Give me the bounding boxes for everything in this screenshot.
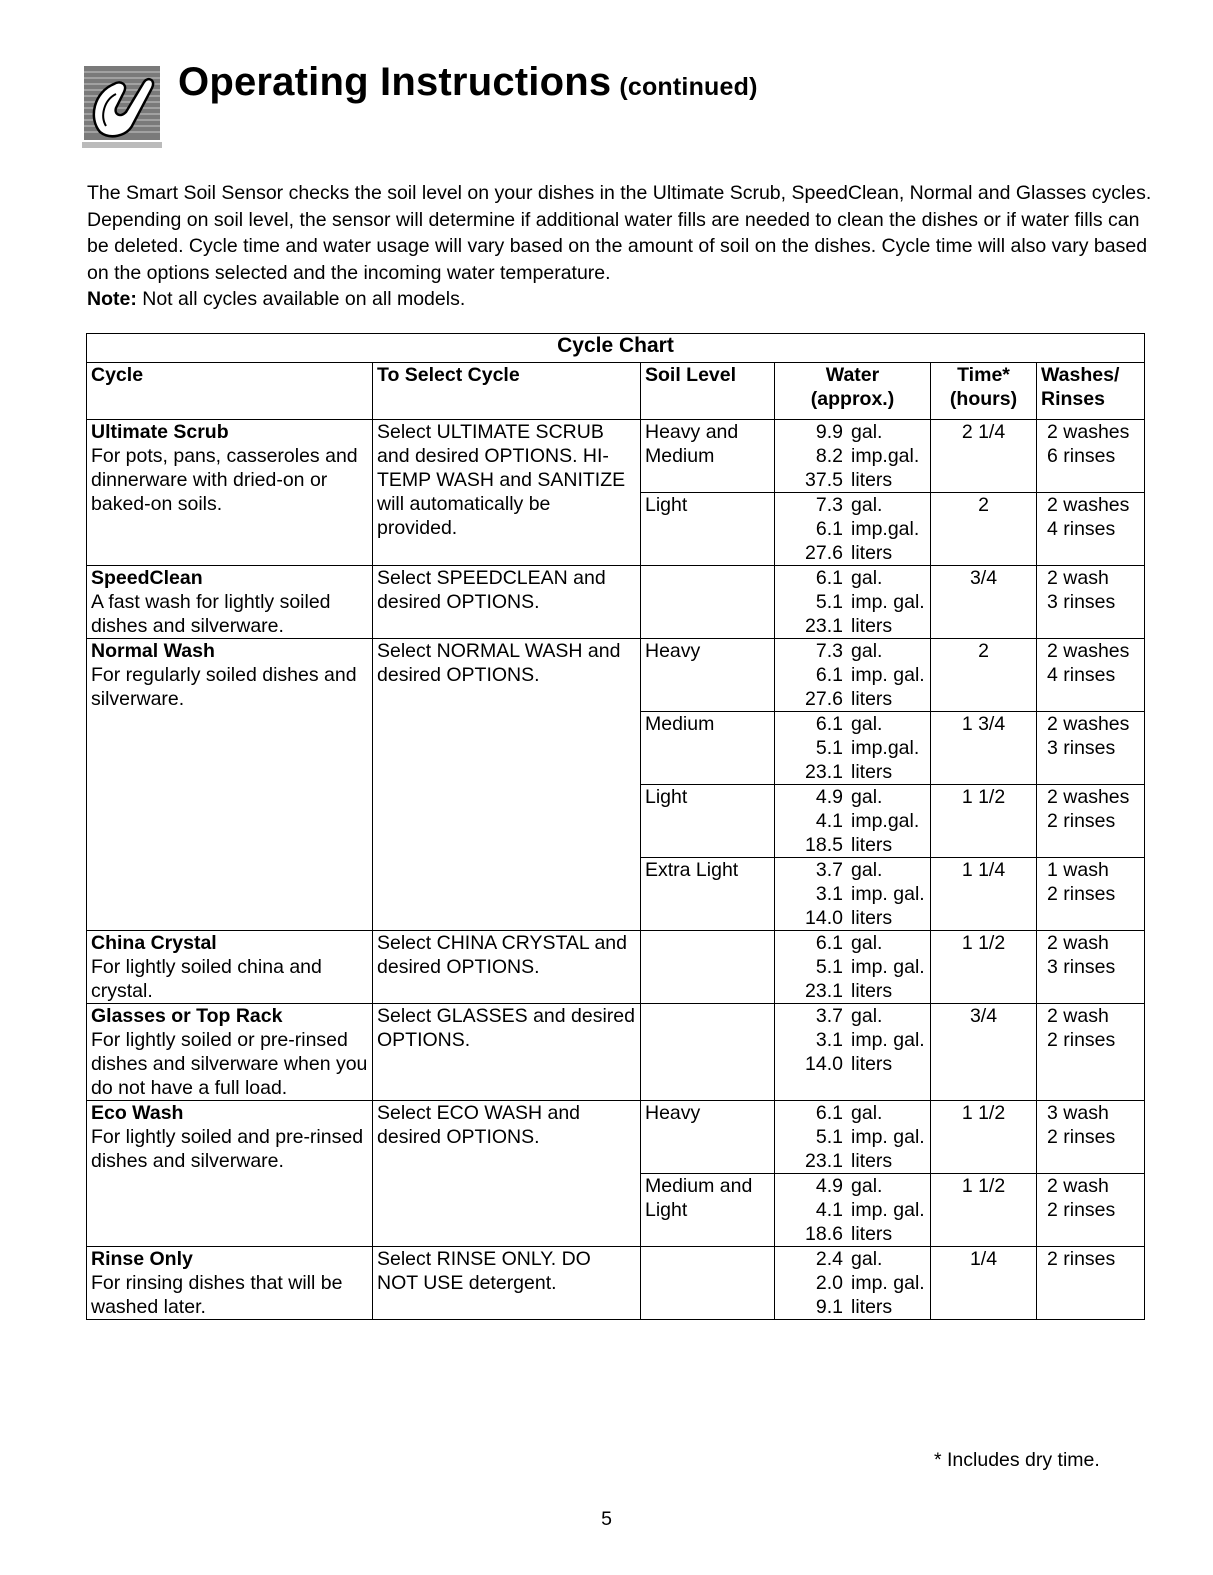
washes-rinses-cell [1037,639,1145,712]
water-amount: 7.3 [815,494,843,516]
water-unit: liters [851,1223,893,1245]
water-unit: liters [851,469,893,491]
cycle-cell [87,420,373,566]
water-line [779,1174,926,1198]
water-cell [775,493,931,566]
select-instructions: Select ULTIMATE SCRUB and desired OPTIONS. HI-TEMP WASH and SANITIZE will automatically be provided. [377,421,626,539]
intro-paragraph [87,180,1157,313]
water-line [779,1101,926,1125]
water-amount: 6.1 [815,567,843,589]
soil-level-cell: Heavy and Medium [641,420,775,493]
water-amount: 14.0 [805,907,843,929]
header-washes [1037,363,1145,420]
water-unit: liters [851,980,893,1002]
water-line [779,1004,926,1028]
header-soil: Soil Level [641,363,775,420]
footnote: * Includes dry time. [934,1449,1100,1471]
water-amount: 9.9 [815,421,843,443]
header-water [775,363,931,420]
water-unit: liters [851,542,893,564]
select-cycle-cell [373,1247,641,1320]
header-select: To Select Cycle [373,363,641,420]
table-row [87,420,1145,493]
water-amount: 18.5 [805,834,843,856]
cycle-description: For pots, pans, casseroles and dinnerware with dried-on or baked-on soils. [91,445,358,515]
cycle-description: For lightly soiled or pre-rinsed dishes and silverware when you do not have a full load. [91,1029,368,1099]
washes-rinses-line: 2 rinses [1047,810,1116,832]
water-unit: liters [851,1150,893,1172]
water-amount: 5.1 [815,956,843,978]
intro-text: The Smart Soil Sensor checks the soil level on your dishes in the Ultimate Scrub, SpeedClean, Normal and Glasses cycles. Depending on soil level, the sensor will determine if additional water fills are needed to clean the dishes or if water fills can be deleted. Cycle time and water usage will vary based on the amount of soil on the dishes. Cycle time will also vary based on the options selected and the incoming water temperature. [87,182,1152,284]
water-unit: imp. gal. [851,591,925,613]
washes-rinses-cell [1037,931,1145,1004]
washes-rinses-line: 2 wash [1047,1175,1109,1197]
water-unit: liters [851,907,893,929]
cycle-chart-table [86,333,1145,1320]
time-cell: 1/4 [931,1247,1037,1320]
cycle-name: China Crystal [91,932,217,954]
water-line [779,1247,926,1271]
water-unit: gal. [851,640,883,662]
cycle-description: For lightly soiled china and crystal. [91,956,322,1002]
water-amount: 18.6 [805,1223,843,1245]
page-number: 5 [601,1508,612,1530]
water-amount: 23.1 [805,761,843,783]
water-line [779,420,926,444]
chart-caption-row [87,334,1145,363]
water-line [779,1271,926,1295]
cycle-cell [87,931,373,1004]
time-cell: 2 1/4 [931,420,1037,493]
header-time-line1: Time* [957,364,1010,386]
water-line [779,1198,926,1222]
cycle-name: Eco Wash [91,1102,184,1124]
cycle-description: For regularly soiled dishes and silverware. [91,664,357,710]
soil-level-cell [641,566,775,639]
washes-rinses-line: 2 wash [1047,1005,1109,1027]
water-amount: 5.1 [815,737,843,759]
washes-rinses-line: 2 washes [1047,494,1130,516]
water-line [779,931,926,955]
washes-rinses-cell [1037,420,1145,493]
water-unit: imp.gal. [851,810,920,832]
water-amount: 6.1 [815,713,843,735]
water-unit: gal. [851,494,883,516]
water-amount: 3.1 [815,1029,843,1051]
washes-rinses-line: 2 washes [1047,786,1130,808]
water-unit: gal. [851,932,883,954]
washes-rinses-line: 2 rinses [1047,883,1116,905]
washes-rinses-cell [1037,785,1145,858]
soil-level-cell: Heavy [641,1101,775,1174]
water-line [779,1149,926,1173]
washes-rinses-line: 2 wash [1047,932,1109,954]
water-line [779,444,926,468]
washes-rinses-line: 2 washes [1047,421,1130,443]
water-line [779,785,926,809]
select-instructions: Select NORMAL WASH and desired OPTIONS. [377,640,621,686]
cycle-description: For lightly soiled and pre-rinsed dishes and silverware. [91,1126,364,1172]
time-cell: 1 1/2 [931,931,1037,1004]
select-instructions: Select CHINA CRYSTAL and desired OPTIONS. [377,932,627,978]
select-instructions: Select RINSE ONLY. DO NOT USE detergent. [377,1248,591,1294]
washes-rinses-line: 2 washes [1047,713,1130,735]
water-amount: 5.1 [815,1126,843,1148]
chart-header-row [87,363,1145,420]
water-line [779,468,926,492]
washes-rinses-line: 4 rinses [1047,664,1116,686]
select-instructions: Select ECO WASH and desired OPTIONS. [377,1102,581,1148]
table-row [87,639,1145,712]
washes-rinses-cell [1037,1174,1145,1247]
title-continued: (continued) [619,73,758,101]
water-unit: imp. gal. [851,956,925,978]
water-unit: gal. [851,1175,883,1197]
water-amount: 3.1 [815,883,843,905]
chart-caption: Cycle Chart [87,334,1145,363]
soil-level-cell: Heavy [641,639,775,712]
water-cell [775,1174,931,1247]
header-washes-line1: Washes/ [1041,364,1120,386]
water-line [779,809,926,833]
table-row [87,566,1145,639]
cycle-name: Ultimate Scrub [91,421,229,443]
time-cell: 3/4 [931,1004,1037,1101]
water-line [779,858,926,882]
water-line [779,1125,926,1149]
water-line [779,760,926,784]
water-unit: imp.gal. [851,445,920,467]
water-line [779,1295,926,1319]
washes-rinses-line: 2 wash [1047,567,1109,589]
water-line [779,566,926,590]
washes-rinses-line: 2 rinses [1047,1029,1116,1051]
soil-level-cell [641,1247,775,1320]
water-amount: 5.1 [815,591,843,613]
water-unit: liters [851,1296,893,1318]
table-row [87,1004,1145,1101]
note-text: Not all cycles available on all models. [142,288,466,310]
washes-rinses-cell [1037,1004,1145,1101]
cycle-description: A fast wash for lightly soiled dishes and silverware. [91,591,331,637]
dishwasher-hand-icon [80,62,166,150]
water-unit: liters [851,761,893,783]
header-time [931,363,1037,420]
washes-rinses-line: 2 rinses [1047,1199,1116,1221]
washes-rinses-cell [1037,493,1145,566]
cycle-name: Rinse Only [91,1248,193,1270]
water-line [779,1052,926,1076]
water-unit: imp. gal. [851,1272,925,1294]
water-amount: 6.1 [815,1102,843,1124]
cycle-name: SpeedClean [91,567,203,589]
select-cycle-cell [373,639,641,931]
cycle-description: For rinsing dishes that will be washed later. [91,1272,343,1318]
washes-rinses-line: 6 rinses [1047,445,1116,467]
water-cell [775,420,931,493]
header-water-line1: Water [825,364,880,386]
water-unit: gal. [851,713,883,735]
water-unit: imp. gal. [851,1199,925,1221]
cycle-cell [87,1101,373,1247]
water-unit: liters [851,615,893,637]
water-cell [775,1247,931,1320]
water-amount: 6.1 [815,518,843,540]
water-amount: 14.0 [805,1053,843,1075]
soil-level-cell: Light [641,785,775,858]
water-line [779,712,926,736]
washes-rinses-line: 3 rinses [1047,591,1116,613]
time-cell: 1 3/4 [931,712,1037,785]
water-amount: 6.1 [815,932,843,954]
water-amount: 4.9 [815,1175,843,1197]
water-line [779,833,926,857]
water-unit: imp. gal. [851,664,925,686]
water-amount: 4.9 [815,786,843,808]
time-cell: 1 1/2 [931,1101,1037,1174]
washes-rinses-line: 4 rinses [1047,518,1116,540]
water-unit: liters [851,834,893,856]
table-row [87,1247,1145,1320]
note-label: Note: [87,288,137,310]
time-cell: 1 1/2 [931,785,1037,858]
water-cell [775,1101,931,1174]
water-unit: imp. gal. [851,883,925,905]
water-amount: 4.1 [815,810,843,832]
table-row [87,931,1145,1004]
select-cycle-cell [373,420,641,566]
soil-level-cell: Medium [641,712,775,785]
water-unit: gal. [851,1248,883,1270]
cycle-cell [87,1247,373,1320]
select-instructions: Select SPEEDCLEAN and desired OPTIONS. [377,567,606,613]
water-amount: 23.1 [805,1150,843,1172]
water-cell [775,931,931,1004]
water-unit: imp. gal. [851,1126,925,1148]
water-cell [775,1004,931,1101]
select-cycle-cell [373,1004,641,1101]
time-cell: 3/4 [931,566,1037,639]
time-cell: 1 1/4 [931,858,1037,931]
water-unit: gal. [851,421,883,443]
water-amount: 3.7 [815,1005,843,1027]
water-line [779,687,926,711]
soil-level-cell: Extra Light [641,858,775,931]
washes-rinses-line: 2 rinses [1047,1126,1116,1148]
water-unit: gal. [851,1102,883,1124]
table-row [87,1101,1145,1174]
water-unit: imp.gal. [851,737,920,759]
water-line [779,882,926,906]
header-water-line2: (approx.) [810,388,895,410]
water-cell [775,639,931,712]
washes-rinses-line: 3 rinses [1047,956,1116,978]
water-cell [775,566,931,639]
select-cycle-cell [373,931,641,1004]
water-amount: 23.1 [805,980,843,1002]
water-unit: gal. [851,567,883,589]
soil-level-cell: Medium and Light [641,1174,775,1247]
water-line [779,1222,926,1246]
water-amount: 23.1 [805,615,843,637]
water-amount: 4.1 [815,1199,843,1221]
water-line [779,906,926,930]
soil-level-cell: Light [641,493,775,566]
water-line [779,541,926,565]
water-amount: 7.3 [815,640,843,662]
water-amount: 9.1 [815,1296,843,1318]
water-unit: gal. [851,859,883,881]
washes-rinses-cell [1037,712,1145,785]
water-unit: gal. [851,1005,883,1027]
water-amount: 6.1 [815,664,843,686]
page-title [178,60,758,105]
water-unit: imp. gal. [851,1029,925,1051]
water-amount: 37.5 [805,469,843,491]
washes-rinses-line: 1 wash [1047,859,1109,881]
select-instructions: Select GLASSES and desired OPTIONS. [377,1005,635,1051]
water-line [779,517,926,541]
water-cell [775,785,931,858]
water-line [779,1028,926,1052]
cycle-cell [87,1004,373,1101]
washes-rinses-cell [1037,566,1145,639]
water-cell [775,712,931,785]
chart-body [87,420,1145,1320]
select-cycle-cell [373,1101,641,1247]
water-unit: liters [851,688,893,710]
washes-rinses-line: 3 wash [1047,1102,1109,1124]
header-cycle: Cycle [87,363,373,420]
washes-rinses-line: 2 washes [1047,640,1130,662]
water-line [779,979,926,1003]
select-cycle-cell [373,566,641,639]
washes-rinses-line: 3 rinses [1047,737,1116,759]
water-unit: liters [851,1053,893,1075]
time-cell: 2 [931,493,1037,566]
time-cell: 2 [931,639,1037,712]
water-line [779,663,926,687]
water-line [779,955,926,979]
water-amount: 2.0 [815,1272,843,1294]
header-time-line2: (hours) [949,388,1018,410]
water-amount: 2.4 [815,1248,843,1270]
water-amount: 27.6 [805,688,843,710]
header-washes-line2: Rinses [1041,388,1105,410]
water-amount: 27.6 [805,542,843,564]
cycle-cell [87,566,373,639]
water-unit: imp.gal. [851,518,920,540]
water-line [779,493,926,517]
washes-rinses-cell [1037,1247,1145,1320]
time-cell: 1 1/2 [931,1174,1037,1247]
water-line [779,736,926,760]
cycle-cell [87,639,373,931]
water-unit: gal. [851,786,883,808]
washes-rinses-cell [1037,858,1145,931]
water-line [779,639,926,663]
soil-level-cell [641,931,775,1004]
water-amount: 3.7 [815,859,843,881]
water-amount: 8.2 [815,445,843,467]
soil-level-cell [641,1004,775,1101]
title-text: Operating Instructions [178,60,612,104]
cycle-name: Glasses or Top Rack [91,1005,283,1027]
water-line [779,614,926,638]
water-cell [775,858,931,931]
cycle-name: Normal Wash [91,640,215,662]
water-line [779,590,926,614]
washes-rinses-line: 2 rinses [1047,1248,1116,1270]
washes-rinses-cell [1037,1101,1145,1174]
